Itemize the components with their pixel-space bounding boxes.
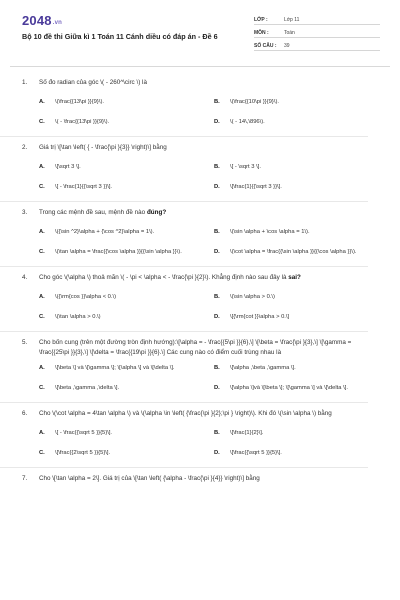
question-separator: [0, 402, 368, 403]
meta-row-question-count: [254, 38, 380, 51]
answer-options: [22, 423, 400, 463]
meta-row-subject: [254, 25, 380, 38]
option-letter: A.: [39, 228, 45, 235]
option-letter: D.: [214, 384, 220, 391]
question-separator: [0, 136, 368, 137]
question-list: [0, 78, 400, 492]
option-text: \(\sin \alpha > 0.\): [230, 293, 275, 300]
logo-text: 2048: [22, 13, 52, 28]
option-letter: A.: [39, 98, 45, 105]
question-text: Cho \[\tan \alpha = 2\]. Giá trị của \[\tan \left( {\alpha - \frac{\pi }{4}} \right)\] bằng: [39, 475, 260, 482]
exam-meta-table: [254, 12, 380, 51]
option-b[interactable]: [214, 92, 389, 112]
option-letter: C.: [39, 313, 45, 320]
question-text: Cho \(\cot \alpha = 4\tan \alpha \) và \(\alpha \in \left( {\frac{\pi }{2};\pi } \right)\). Khi đó \(\sin \alpha \) bằng: [39, 410, 332, 417]
option-letter: B.: [214, 98, 220, 105]
question-number: 6.: [22, 410, 28, 417]
option-text: \[\sqrt 3 \].: [55, 163, 81, 170]
option-b[interactable]: [214, 358, 389, 378]
answer-options: [22, 92, 400, 132]
option-letter: C.: [39, 449, 45, 456]
option-d[interactable]: [214, 177, 389, 197]
option-letter: A.: [39, 364, 45, 371]
option-letter: C.: [39, 118, 45, 125]
question-text: [39, 208, 379, 222]
question-separator: [0, 266, 368, 267]
option-letter: B.: [214, 293, 220, 300]
option-d[interactable]: [214, 307, 389, 327]
option-text: \[\frac{{2\sqrt 5 }}{5}\].: [55, 449, 111, 456]
question-2: [0, 143, 400, 197]
option-text: \[\frac{{\sqrt 5 }}{5}\].: [230, 449, 282, 456]
option-text: \[\frac{1}{{\sqrt 3 }}\].: [230, 183, 282, 190]
option-text: \[\alpha \]và \[\beta \]; \[\gamma \] và \[\delta \].: [230, 384, 348, 391]
question-text: [39, 273, 379, 287]
option-c[interactable]: [39, 307, 214, 327]
meta-value: 39: [284, 43, 290, 49]
question-emphasis: đúng?: [146, 209, 167, 216]
meta-row-class: [254, 12, 380, 25]
option-letter: A.: [39, 429, 45, 436]
option-text: \(\frac{{13\pi }}{9}\).: [55, 98, 104, 105]
option-text: \(\sin \alpha + \cos \alpha = 1\).: [230, 228, 310, 235]
option-text: \( - \frac{{13\pi }}{9}\).: [55, 118, 110, 125]
question-separator: [0, 467, 368, 468]
option-letter: A.: [39, 163, 45, 170]
option-text: \[\beta \] và \[\gamma \]; \[\alpha \] và \[\delta \].: [55, 364, 175, 371]
question-stem: [22, 208, 400, 222]
option-a[interactable]: [39, 222, 214, 242]
option-letter: D.: [214, 248, 220, 255]
meta-label: MÔN :: [254, 30, 269, 36]
option-c[interactable]: [39, 177, 214, 197]
option-a[interactable]: [39, 287, 214, 307]
header-divider: [10, 66, 390, 67]
site-logo[interactable]: [22, 13, 62, 28]
meta-label: LỚP :: [254, 17, 268, 23]
option-text: \(\tan \alpha > 0.\): [55, 313, 101, 320]
question-text: Cho bốn cung (trên một đường tròn định hướng):\[\alpha = - \frac{{5\pi }}{6},\] \[\beta = \frac{\pi }{3},\] \[\gamma = \frac{{25\pi }}{3},\] \[\delta = \frac{{19\pi }}{6}.\] Các cung nào có điểm cuối trùng nhau là: [39, 339, 352, 356]
question-text: Giá trị \[\tan \left( { - \frac{\pi }{3}} \right)\] bằng: [39, 144, 167, 151]
option-letter: C.: [39, 248, 45, 255]
question-text-main: Trong các mệnh đề sau, mệnh đề nào: [39, 209, 147, 216]
page-header: [0, 0, 400, 66]
meta-label: SỐ CÂU :: [254, 43, 277, 49]
option-b[interactable]: [214, 157, 389, 177]
option-text: \(\tan \alpha = \frac{{\cos \alpha }}{{\sin \alpha }}\).: [55, 248, 182, 255]
option-letter: C.: [39, 384, 45, 391]
option-letter: A.: [39, 293, 45, 300]
option-text: \[\beta ,\gamma ,\delta \].: [55, 384, 120, 391]
option-letter: B.: [214, 364, 220, 371]
option-letter: D.: [214, 313, 220, 320]
answer-options: [22, 222, 400, 262]
answer-options: [22, 287, 400, 327]
option-d[interactable]: [214, 112, 389, 132]
option-b[interactable]: [214, 222, 389, 242]
option-text: \[\frac{1}{2}\].: [230, 429, 264, 436]
question-stem: [22, 143, 400, 157]
question-3: [0, 208, 400, 262]
option-text: \[ - \frac{1}{{\sqrt 3 }}\].: [55, 183, 113, 190]
option-b[interactable]: [214, 423, 389, 443]
question-7: [0, 474, 400, 488]
option-letter: D.: [214, 183, 220, 190]
option-a[interactable]: [39, 157, 214, 177]
option-text: \( - 14\,\896\).: [230, 118, 265, 125]
option-text: \({\sin ^2}\alpha + {\cos ^2}\alpha = 1\).: [55, 228, 155, 235]
question-number: 2.: [22, 144, 28, 151]
meta-value: Lớp 11: [284, 17, 300, 23]
question-stem: [22, 409, 400, 423]
question-5: [0, 338, 400, 398]
logo-suffix: .vn: [52, 20, 63, 26]
question-number: 1.: [22, 79, 28, 86]
option-d[interactable]: [214, 242, 389, 262]
question-4: [0, 273, 400, 327]
option-text: \[ - \frac{{\sqrt 5 }}{5}\].: [55, 429, 113, 436]
option-a[interactable]: [39, 92, 214, 112]
option-text: \(\cot \alpha = \frac{{\sin \alpha }}{{\cos \alpha }}\).: [230, 248, 357, 255]
option-letter: D.: [214, 118, 220, 125]
question-number: 5.: [22, 339, 28, 346]
exam-title: Bộ 10 đề thi Giữa kì 1 Toán 11 Cánh diều có đáp án - Đề 6: [22, 32, 218, 41]
question-stem: [22, 78, 400, 92]
question-separator: [0, 331, 368, 332]
question-stem: [22, 338, 400, 358]
question-text: Số đo radian của góc \( - 260^\circ \) là: [39, 79, 147, 86]
question-6: [0, 409, 400, 463]
option-c[interactable]: [39, 378, 214, 398]
option-b[interactable]: [214, 287, 389, 307]
question-stem: [22, 474, 400, 488]
question-emphasis: sai?: [288, 274, 301, 281]
answer-options: [22, 157, 400, 197]
option-letter: C.: [39, 183, 45, 190]
option-text: \({\rm{cos }}\alpha < 0.\): [55, 293, 117, 300]
question-number: 4.: [22, 274, 28, 281]
option-c[interactable]: [39, 443, 214, 463]
option-text: \[ - \sqrt 3 \].: [230, 163, 261, 170]
option-letter: B.: [214, 429, 220, 436]
option-letter: B.: [214, 163, 220, 170]
option-d[interactable]: [214, 378, 389, 398]
option-d[interactable]: [214, 443, 389, 463]
option-text: \(\frac{{10\pi }}{9}\).: [230, 98, 279, 105]
option-c[interactable]: [39, 112, 214, 132]
question-separator: [0, 201, 368, 202]
option-text: \[\alpha ,\beta ,\gamma \].: [230, 364, 296, 371]
option-letter: D.: [214, 449, 220, 456]
question-1: [0, 78, 400, 132]
option-c[interactable]: [39, 242, 214, 262]
option-a[interactable]: [39, 423, 214, 443]
question-text-main: Cho góc \(\alpha \) thoả mãn \( - \pi < \alpha < - \frac{\pi }{2}\). Khẳng định nào sau đây là: [39, 274, 289, 281]
option-text: \[{\rm{cot }}\alpha > 0.\]: [230, 313, 290, 320]
question-number: 7.: [22, 475, 28, 482]
question-stem: [22, 273, 400, 287]
option-a[interactable]: [39, 358, 214, 378]
question-number: 3.: [22, 209, 28, 216]
option-letter: B.: [214, 228, 220, 235]
answer-options: [22, 358, 400, 398]
meta-value: Toán: [284, 30, 295, 36]
